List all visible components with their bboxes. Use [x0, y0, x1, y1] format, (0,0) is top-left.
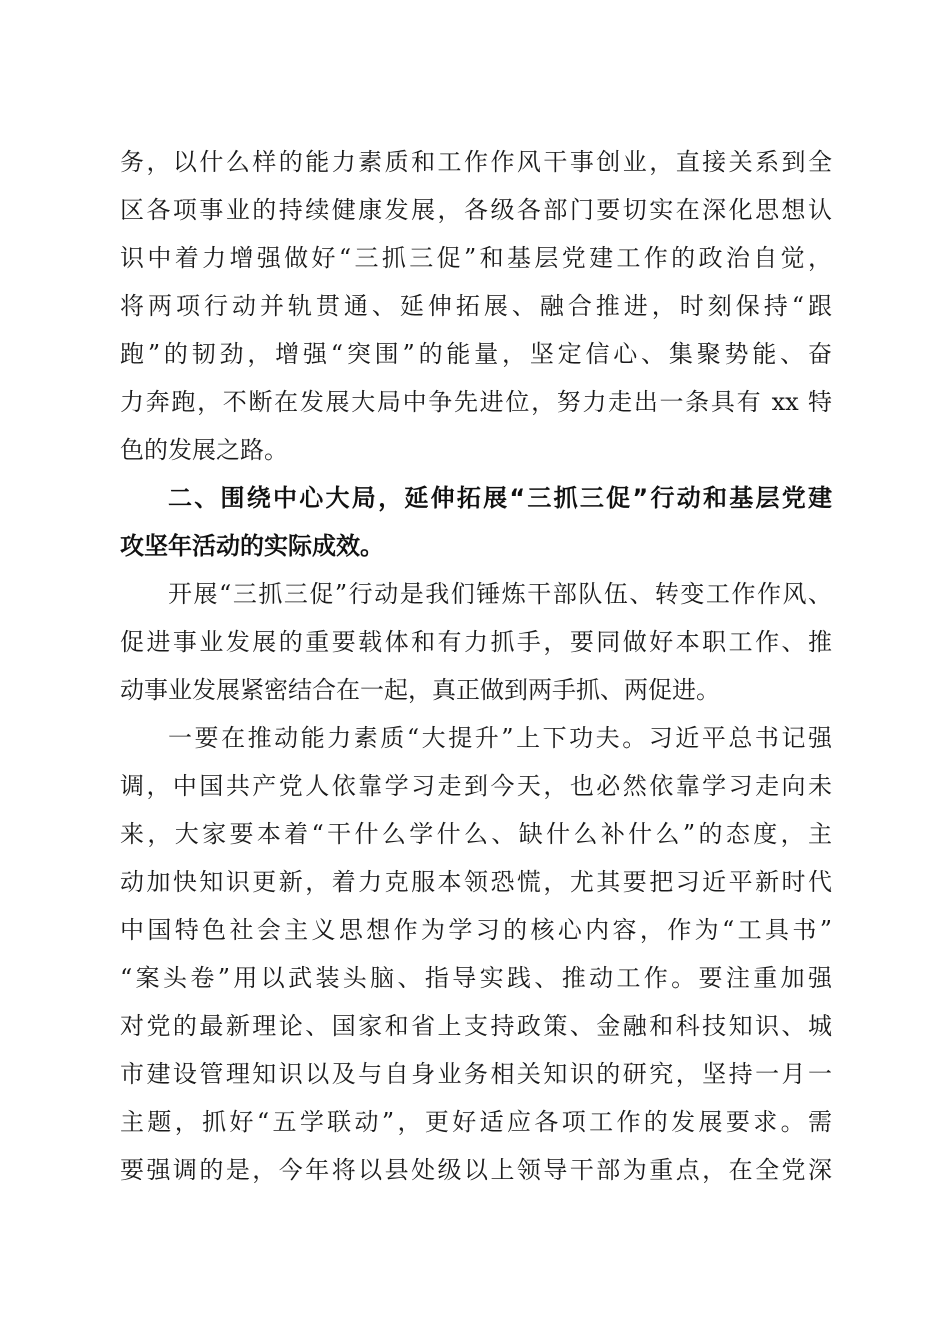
- paragraph-3-line-1: 一要在推动能力素质“大提升”上下功夫。习近平总书记强: [168, 724, 832, 752]
- section-heading-line-1: 二、围绕中心大局，延伸拓展“三抓三促”行动和基层党建: [168, 484, 832, 512]
- paragraph-1-line-7: 色的发展之路。: [120, 436, 288, 464]
- paragraph-3-line-3: 来，大家要本着“干什么学什么、缺什么补什么”的态度，主: [120, 820, 832, 848]
- paragraph-1-line-5: 跑”的韧劲，增强“突围”的能量，坚定信心、集聚势能、奋: [120, 340, 832, 368]
- paragraph-3-line-5: 中国特色社会主义思想作为学习的核心内容，作为“工具书”: [120, 916, 832, 944]
- paragraph-3-line-10: 要强调的是，今年将以县处级以上领导干部为重点，在全党深: [120, 1156, 832, 1184]
- paragraph-2-line-2: 促进事业发展的重要载体和有力抓手，要同做好本职工作、推: [120, 628, 832, 656]
- paragraph-1-line-4: 将两项行动并轨贯通、延伸拓展、融合推进，时刻保持“跟: [120, 292, 832, 320]
- paragraph-2-line-1: 开展“三抓三促”行动是我们锤炼干部队伍、转变工作作风、: [168, 580, 832, 608]
- paragraph-1-line-6: 力奔跑，不断在发展大局中争先进位，努力走出一条具有 xx 特: [120, 388, 832, 416]
- paragraph-1-line-1: 务，以什么样的能力素质和工作作风干事创业，直接关系到全: [120, 148, 832, 176]
- paragraph-3-line-4: 动加快知识更新，着力克服本领恐慌，尤其要把习近平新时代: [120, 868, 832, 896]
- paragraph-2-line-3: 动事业发展紧密结合在一起，真正做到两手抓、两促进。: [120, 676, 720, 704]
- section-heading-line-2: 攻坚年活动的实际成效。: [120, 532, 384, 560]
- paragraph-3-line-9: 主题，抓好“五学联动”，更好适应各项工作的发展要求。需: [120, 1108, 832, 1136]
- paragraph-3-line-6: “案头卷”用以武装头脑、指导实践、推动工作。要注重加强: [120, 964, 832, 992]
- paragraph-1-line-3: 识中着力增强做好“三抓三促”和基层党建工作的政治自觉，: [120, 244, 832, 272]
- paragraph-3-line-8: 市建设管理知识以及与自身业务相关知识的研究，坚持一月一: [120, 1060, 832, 1088]
- paragraph-1-line-2: 区各项事业的持续健康发展，各级各部门要切实在深化思想认: [120, 196, 832, 224]
- paragraph-3-line-2: 调，中国共产党人依靠学习走到今天，也必然依靠学习走向未: [120, 772, 832, 800]
- paragraph-3-line-7: 对党的最新理论、国家和省上支持政策、金融和科技知识、城: [120, 1012, 832, 1040]
